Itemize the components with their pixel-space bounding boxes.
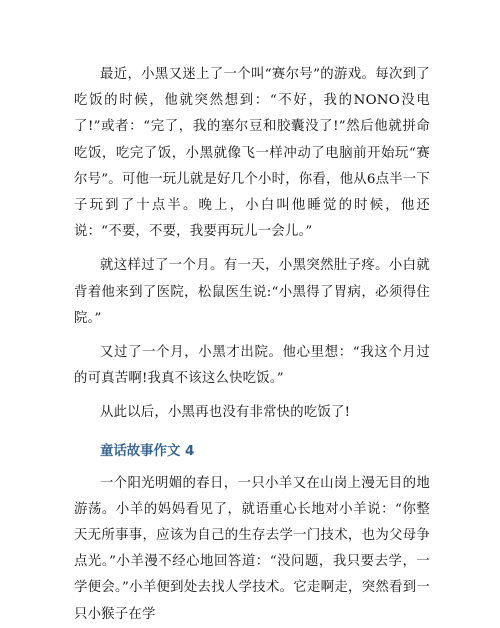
paragraph-5: 一个阳光明媚的春日，一只小羊又在山岗上漫无目的地游荡。小羊的妈妈看见了，就语重心长地对小羊说：“你整天无所事事，应该为自己的生存去学一门技术，也为父母争点光。”小羊漫不经心地回答道：“没问题，我只要去学，一学便会。”小羊便到处去找人学技术。它走啊走，突然看到一只小猴子在学 (74, 475, 430, 622)
paragraph-4: 从此以后，小黑再也没有非常快的吃饭了! (100, 405, 351, 421)
paragraph-1: 最近，小黑又迷上了一个叫“赛尔号”的游戏。每次到了吃饭的时候，他就突然想到：“不好，我的NONO没电了!”或者：“完了，我的塞尔豆和胶囊没了!”然后他就拼命吃饭，吃完了饭，小黑就像飞一样冲动了电脑前开始玩“赛尔号”。可他一玩儿就是好几个小时，你看，他从6点半一下子玩到了十点半。晚上，小白叫他睡觉的时候，他还说：“不要，不要，我要再玩儿一会儿。” (74, 67, 430, 240)
document-page (74, 62, 430, 628)
paragraph-3: 又过了一个月，小黑才出院。他心里想：“我这个月过的可真苦啊!我真不该这么快吃饭。” (74, 345, 430, 387)
paragraph-2: 就这样过了一个月。有一天，小黑突然肚子疼。小白就背着他来到了医院，松鼠医生说:“小黑得了胃病，必须得住院。” (74, 258, 430, 326)
section-heading: 童话故事作文 4 (100, 443, 195, 459)
